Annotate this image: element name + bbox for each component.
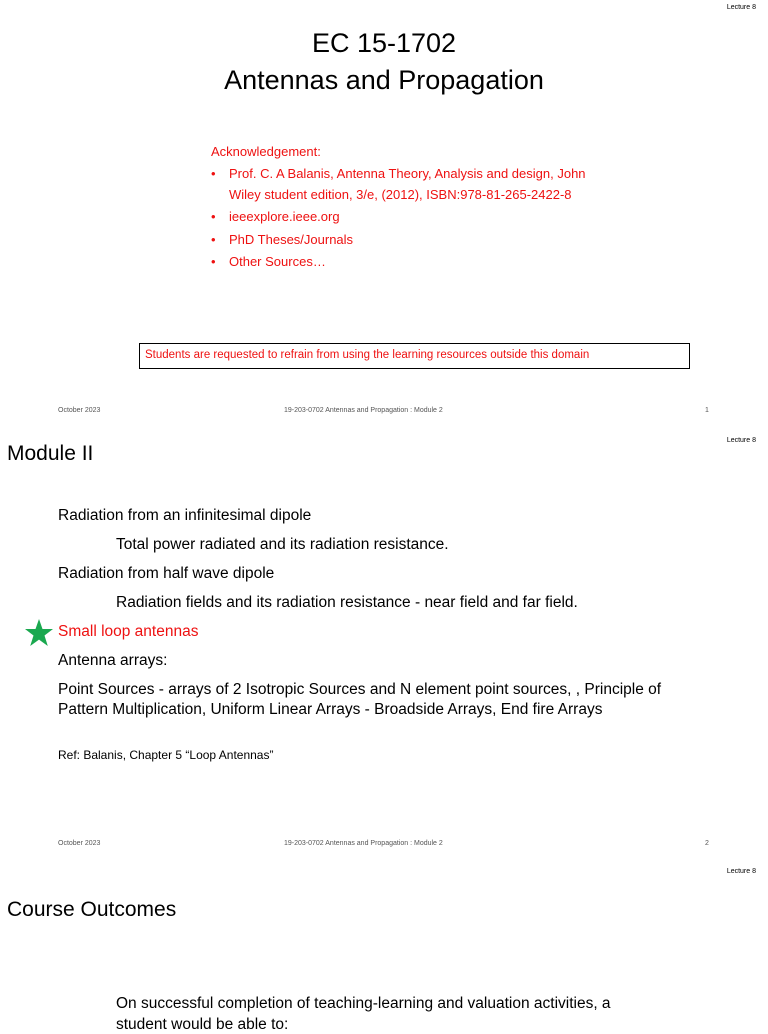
lecture-label: Lecture 8 bbox=[726, 868, 756, 875]
course-name-title: Antennas and Propagation bbox=[224, 65, 544, 95]
footer-date: October 2023 bbox=[58, 840, 101, 847]
course-code-title: EC 15-1702 bbox=[311, 28, 457, 58]
module-title: Module II bbox=[7, 442, 94, 465]
topic-point-sources-line2: Pattern Multiplication, Uniform Linear Arrays - Broadside Arrays, End fire Arrays bbox=[58, 701, 603, 718]
usage-notice: Students are requested to refrain from using the learning resources outside this domain bbox=[139, 343, 690, 369]
topic-antenna-arrays: Antenna arrays: bbox=[58, 652, 168, 669]
slide-2 bbox=[0, 432, 768, 864]
ack-item-1: • Prof. C. A Balanis, Antenna Theory, Analysis and design, John bbox=[211, 166, 586, 181]
topic-infinitesimal-dipole: Radiation from an infinitesimal dipole bbox=[58, 507, 312, 524]
footer-date: October 2023 bbox=[58, 407, 101, 414]
footer-course: 19-203-0702 Antennas and Propagation : Module 2 bbox=[284, 407, 443, 414]
topic-small-loop-antennas: Small loop antennas bbox=[58, 623, 199, 640]
course-outcomes-title: Course Outcomes bbox=[7, 898, 177, 921]
topic-point-sources-line1: Point Sources - arrays of 2 Isotropic Sources and N element point sources, , Principle of bbox=[58, 681, 662, 698]
lecture-label: Lecture 8 bbox=[726, 437, 756, 444]
outcomes-intro-line1: On successful completion of teaching-learning and valuation activities, a bbox=[116, 995, 611, 1012]
outcomes-intro-line2: student would be able to: bbox=[116, 1016, 289, 1033]
ack-item-4: • Other Sources… bbox=[211, 254, 326, 269]
ack-item-2: • ieeexplore.ieee.org bbox=[211, 209, 340, 224]
topic-half-wave-dipole: Radiation from half wave dipole bbox=[58, 565, 275, 582]
footer-page-number: 1 bbox=[705, 407, 709, 414]
footer-course: 19-203-0702 Antennas and Propagation : Module 2 bbox=[284, 840, 443, 847]
ack-item-3: • PhD Theses/Journals bbox=[211, 232, 354, 247]
subtopic-power-radiated: Total power radiated and its radiation resistance. bbox=[116, 536, 449, 553]
bullet: • bbox=[211, 166, 216, 181]
bullet: • bbox=[211, 232, 216, 247]
bullet: • bbox=[211, 209, 216, 224]
slide-3 bbox=[0, 864, 768, 1033]
lecture-label: Lecture 8 bbox=[726, 4, 756, 11]
star-icon bbox=[24, 618, 54, 648]
acknowledgement-heading: Acknowledgement: bbox=[211, 144, 321, 159]
slide-1 bbox=[0, 0, 768, 432]
footer-page-number: 2 bbox=[705, 840, 709, 847]
bullet: • bbox=[211, 254, 216, 269]
subtopic-radiation-fields: Radiation fields and its radiation resistance - near field and far field. bbox=[116, 594, 578, 611]
ack-item-1-line2: Wiley student edition, 3/e, (2012), ISBN:978-81-265-2422-8 bbox=[229, 187, 572, 202]
reference-text: Ref: Balanis, Chapter 5 “Loop Antennas” bbox=[58, 748, 274, 762]
